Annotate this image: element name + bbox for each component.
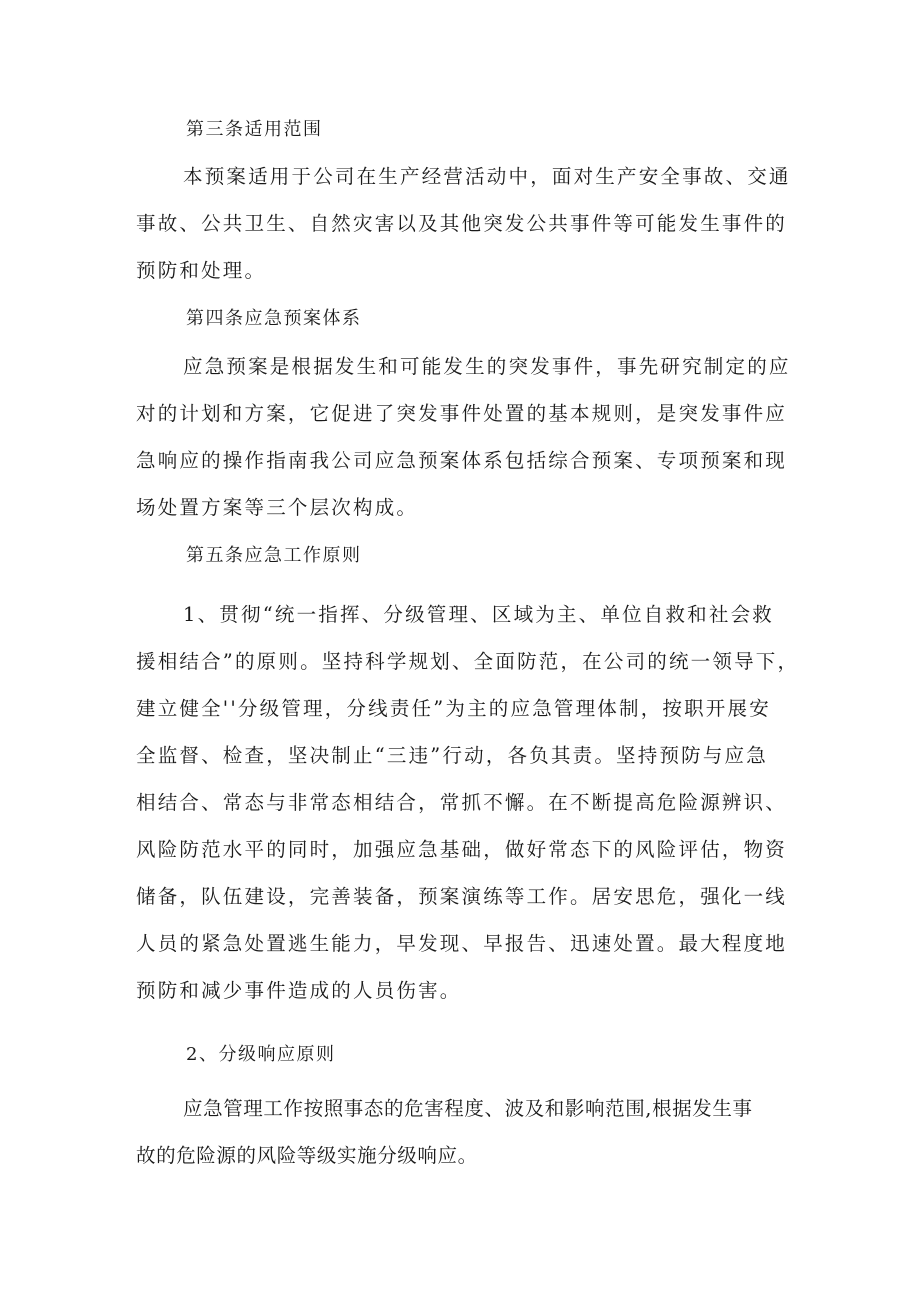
paragraph-line: 预防和减少事件造成的人员伤害。 — [136, 979, 462, 1002]
paragraph-line: 相结合、常态与非常态相结合，常抓不懈。在不断提高危险源辨识、 — [136, 791, 788, 814]
paragraph-line: 应急预案是根据发生和可能发生的突发事件，事先研究制定的应 — [183, 355, 791, 378]
paragraph-line: 对的计划和方案，它促进了突发事件处置的基本规则，是突发事件应 — [136, 402, 788, 425]
principle-1-paragraph — [136, 591, 799, 1014]
section-3-paragraph — [136, 153, 791, 294]
paragraph-line: 事故、公共卫生、自然灾害以及其他突发公共事件等可能发生事件的 — [136, 212, 788, 235]
paragraph-line: 储备，队伍建设，完善装备，预案演练等工作。居安思危，强化一线 — [136, 885, 788, 908]
principle-2-heading: 2、分级响应原则 — [186, 1044, 336, 1065]
section-5-heading: 第五条应急工作原则 — [186, 545, 362, 566]
paragraph-line: 预防和处理。 — [136, 259, 267, 282]
paragraph-line: 场处置方案等三个层次构成。 — [136, 496, 419, 519]
paragraph-line: 建立健全''分级管理，分线责任”为主的应急管理体制，按职开展安 — [136, 697, 771, 720]
paragraph-line: 1、贯彻“统一指挥、分级管理、区域为主、单位自救和社会救 — [183, 603, 774, 626]
paragraph-line: 援相结合”的原则。坚持科学规划、全面防范，在公司的统一领导下， — [136, 650, 800, 673]
principle-2-paragraph — [136, 1085, 753, 1179]
section-3-heading: 第三条适用范围 — [186, 119, 323, 140]
section-4-paragraph — [136, 343, 791, 531]
paragraph-line: 人员的紧急处置逃生能力，早发现、早报告、迅速处置。最大程度地 — [136, 932, 788, 955]
section-4-heading: 第四条应急预案体系 — [186, 308, 362, 329]
paragraph-line: 急响应的操作指南我公司应急预案体系包括综合预案、专项预案和现 — [136, 449, 788, 472]
paragraph-line: 风险防范水平的同时，加强应急基础，做好常态下的风险评估，物资 — [136, 838, 788, 861]
paragraph-line: 全监督、检查，坚决制止“三违”行动，各负其责。坚持预防与应急 — [136, 744, 768, 767]
paragraph-line: 故的危险源的风险等级实施分级响应。 — [136, 1144, 478, 1167]
paragraph-line: 应急管理工作按照事态的危害程度、波及和影响范围,根据发生事 — [183, 1097, 753, 1120]
paragraph-line: 本预案适用于公司在生产经营活动中，面对生产安全事故、交通 — [183, 165, 791, 188]
